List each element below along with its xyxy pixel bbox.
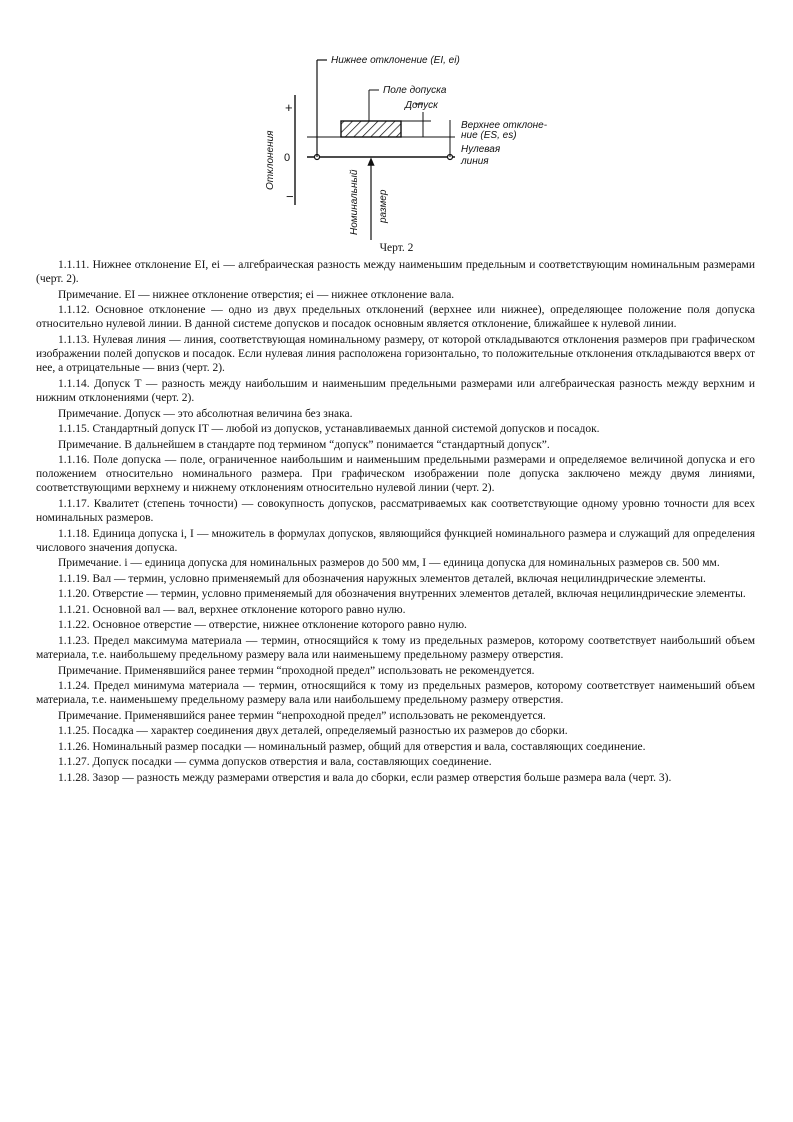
paragraph: Примечание. Применявшийся ранее термин “проходной предел” использовать не рекомендуется.: [58, 664, 535, 677]
paragraph: 1.1.18. Единица допуска i, I — множитель в формулах допусков, являющийся функцией номинального размера и служащий для определения числового значения допуска.: [36, 527, 755, 554]
paragraph: 1.1.28. Зазор — разность между размерами отверстия и вала до сборки, если размер отверстия больше размера вала (черт. 3).: [58, 771, 672, 784]
paragraph: Примечание. EI — нижнее отклонение отверстия; ei — нижнее отклонение вала.: [58, 288, 455, 301]
paragraph: Примечание. i — единица допуска для номинальных размеров до 500 мм, I — единица допуска для номинальных размеров св. 500 мм.: [58, 557, 720, 570]
document-body: [36, 258, 755, 786]
tolerance-diagram-svg: [255, 40, 555, 240]
paragraph: Примечание. В дальнейшем в стандарте под термином “допуск” понимается “стандартный допуск”.: [58, 438, 550, 451]
paragraph: 1.1.14. Допуск Т — разность между наибольшим и наименьшим предельными размерами или алгебраическая разность между верхним и нижним отклонениями (черт. 2).: [36, 377, 755, 405]
label-plus: +: [285, 100, 293, 115]
paragraph: Примечание. Допуск — это абсолютная величина без знака.: [58, 407, 353, 420]
paragraph: 1.1.26. Номинальный размер посадки — номинальный размер, общий для отверстия и вала, составляющих соединение.: [58, 740, 646, 753]
paragraph: 1.1.20. Отверстие — термин, условно применяемый для обозначения внутренних элементов деталей, включая нецилиндрические элементы.: [58, 588, 746, 601]
label-upper-deviation-1: Верхнее отклоне-: [461, 120, 548, 131]
paragraph: 1.1.16. Поле допуска — поле, ограниченное наибольшим и наименьшим предельными размерами и определяемое величиной допуска и его положением относительно номинального размера. При графическом изображении поле допуска заключено между двумя линиями, соответствующими верхнему и нижнему отклонениям относительно нулевой линии (черт. 2).: [36, 454, 755, 495]
paragraph: 1.1.21. Основной вал — вал, верхнее отклонение которого равно нулю.: [58, 603, 406, 616]
label-zero-line-1: Нулевая: [461, 144, 501, 155]
tolerance-diagram: [255, 40, 555, 240]
label-minus: −: [286, 189, 294, 204]
paragraph: 1.1.24. Предел минимума материала — термин, относящийся к тому из предельных размеров, которому соответствует наименьший объем материала, т.е. наименьшему предельному размеру вала или наибольшему предельному размеру отверстия.: [36, 680, 755, 707]
label-zero-line-2: линия: [461, 156, 489, 167]
label-deviations-axis: Отклонения: [265, 130, 276, 190]
paragraph: 1.1.12. Основное отклонение — одно из двух предельных отклонений (верхнее или нижнее), определяющее положение поля допуска относительно нулевой линии. В данной системе допусков и посадок основным является отклонение, ближайшее к нулевой линии.: [36, 304, 755, 331]
paragraph: 1.1.11. Нижнее отклонение EI, ei — алгебраическая разность между наименьшим предельным и соответствующим номинальным размерами (черт. 2).: [36, 259, 755, 286]
paragraph: 1.1.19. Вал — термин, условно применяемый для обозначения наружных элементов деталей, включая нецилиндрические элементы.: [58, 572, 706, 585]
paragraph: 1.1.13. Нулевая линия — линия, соответствующая номинальному размеру, от которой откладываются отклонения размеров при графическом изображении полей допусков и посадок. Если нулевая линия расположена горизонтально, то положительные отклонения откладываются вверх от нее, а отрицательные — вниз (черт. 2).: [36, 333, 755, 375]
figure-caption: Черт. 2: [379, 242, 414, 254]
label-zero: 0: [284, 152, 291, 164]
label-lower-deviation: Нижнее отклонение (EI, ei): [331, 55, 460, 66]
paragraph: 1.1.25. Посадка — характер соединения двух деталей, определяемый разностью их размеров до сборки.: [58, 725, 568, 738]
paragraph: 1.1.15. Стандартный допуск IT — любой из допусков, устанавливаемых данной системой допусков и посадок.: [58, 423, 600, 436]
paragraph: 1.1.22. Основное отверстие — отверстие, нижнее отклонение которого равно нулю.: [58, 619, 467, 632]
label-nominal-2: размер: [378, 189, 389, 223]
paragraph: 1.1.27. Допуск посадки — сумма допусков отверстия и вала, составляющих соединение.: [58, 756, 492, 769]
paragraph: Примечание. Применявшийся ранее термин “непроходной предел” использовать не рекомендуется.: [58, 709, 546, 722]
label-tolerance: Допуск: [405, 100, 438, 111]
paragraph: 1.1.17. Квалитет (степень точности) — совокупность допусков, рассматриваемых как соответствующие одному уровню точности для всех номинальных размеров.: [36, 497, 755, 525]
label-tolerance-zone: Поле допуска: [383, 85, 447, 96]
paragraph: 1.1.23. Предел максимума материала — термин, относящийся к тому из предельных размеров, которому соответствует наибольший объем материала, т.е. наибольшему предельному размеру вала или наименьшему предельному размеру отверстия.: [36, 634, 755, 662]
label-upper-deviation-2: ние (ES, es): [461, 130, 517, 141]
label-nominal-1: Номинальный: [349, 169, 360, 235]
tolerance-zone-rect: [341, 121, 401, 137]
